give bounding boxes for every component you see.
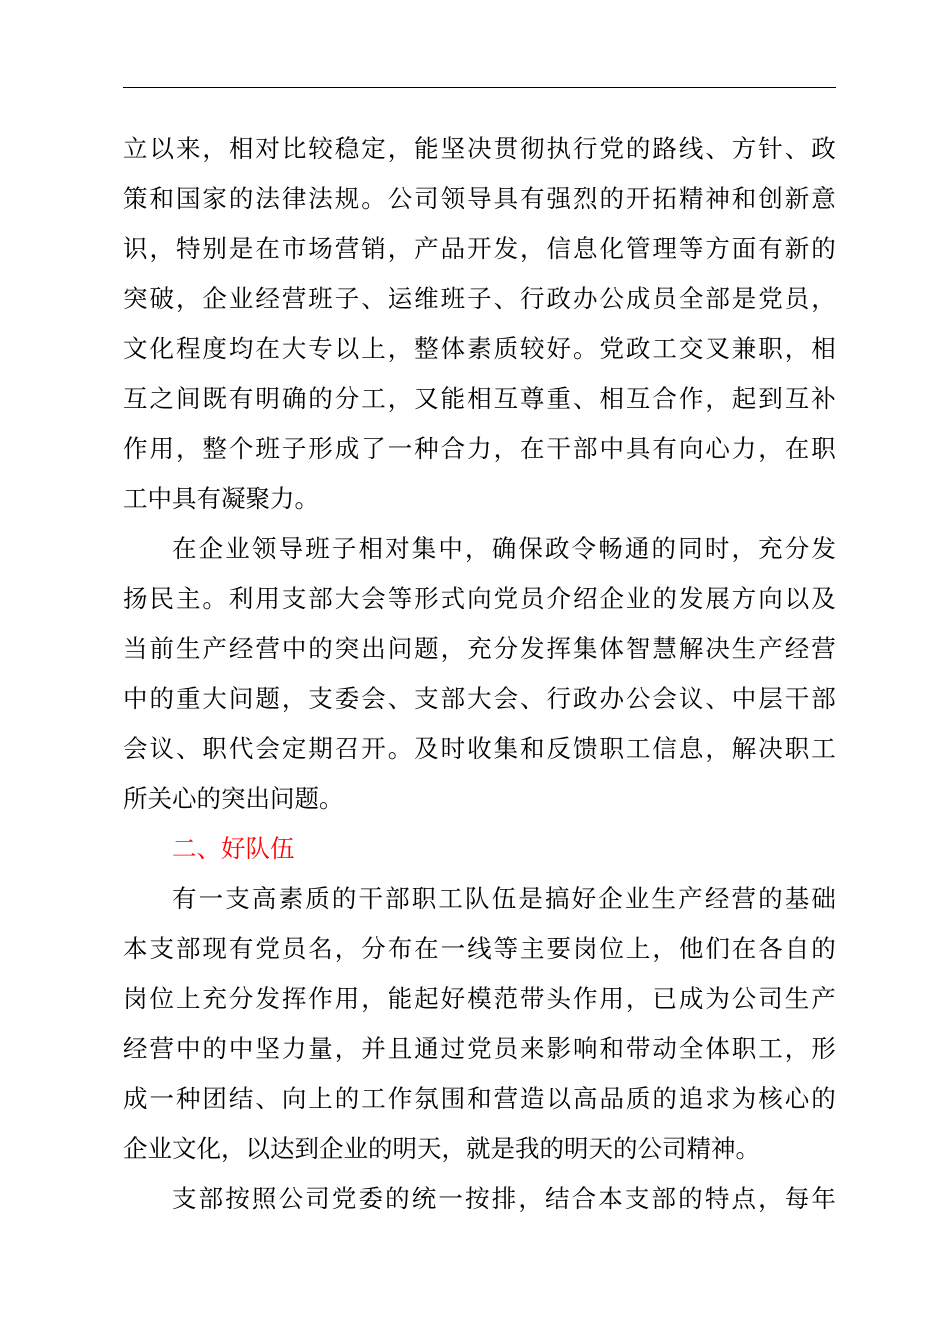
- text-line: 作 用 ， 整 个 班 子 形 成 了 一 种 合 力 ， 在 干 部 中 具 有 向 心 力 ， 在 职: [123, 434, 836, 463]
- text-line: 成 一 种 团 结 、 向 上 的 工 作 氛 围 和 营 造 以 高 品 质 的 追 求 为 核 心 的: [123, 1084, 836, 1113]
- text-line: 本 支 部 现 有 党 员 名 ， 分 布 在 一 线 等 主 要 岗 位 上 ， 他 们 在 各 自 的: [123, 934, 836, 963]
- text-line: 策 和 国 家 的 法 律 法 规 。 公 司 领 导 具 有 强 烈 的 开 拓 精 神 和 创 新 意: [123, 184, 836, 213]
- text-line: 经 营 中 的 中 坚 力 量 ， 并 且 通 过 党 员 来 影 响 和 带 动 全 体 职 工 ， 形: [123, 1034, 836, 1063]
- text-line: 互 之 间 既 有 明 确 的 分 工 ， 又 能 相 互 尊 重 、 相 互 合 作 ， 起 到 互 补: [123, 384, 836, 413]
- text-line: 当 前 生 产 经 营 中 的 突 出 问 题 ， 充 分 发 挥 集 体 智 慧 解 决 生 产 经 营: [123, 634, 836, 663]
- text-line: 岗 位 上 充 分 发 挥 作 用 ， 能 起 好 模 范 带 头 作 用 ， 已 成 为 公 司 生 产: [123, 984, 836, 1013]
- text-line: 扬 民 主 。 利 用 支 部 大 会 等 形 式 向 党 员 介 绍 企 业 的 发 展 方 向 以 及: [123, 584, 836, 613]
- text-line: 立 以 来 ， 相 对 比 较 稳 定 ， 能 坚 决 贯 彻 执 行 党 的 路 线 、 方 针 、 政: [123, 134, 836, 163]
- text-line: 中 的 重 大 问 题 ， 支 委 会 、 支 部 大 会 、 行 政 办 公 会 议 、 中 层 干 部: [123, 684, 836, 713]
- header-rule: [123, 87, 836, 88]
- paragraph-first-line: 支 部 按 照 公 司 党 委 的 统 一 按 排 ， 结 合 本 支 部 的 特 点 ， 每 年: [172, 1184, 836, 1213]
- text-line: 文 化 程 度 均 在 大 专 以 上 ， 整 体 素 质 较 好 。 党 政 工 交 叉 兼 职 ， 相: [123, 334, 836, 363]
- text-line: 识 ， 特 别 是 在 市 场 营 销 ， 产 品 开 发 ， 信 息 化 管 理 等 方 面 有 新 的: [123, 234, 836, 263]
- text-line: 所关心的突出问题。: [123, 784, 344, 813]
- paragraph-first-line: 在 企 业 领 导 班 子 相 对 集 中 ， 确 保 政 令 畅 通 的 同 时 ， 充 分 发: [172, 534, 836, 563]
- text-line: 会 议 、 职 代 会 定 期 召 开 。 及 时 收 集 和 反 馈 职 工 信 息 ， 解 决 职 工: [123, 734, 836, 763]
- text-line: 突 破 ， 企 业 经 营 班 子 、 运 维 班 子 、 行 政 办 公 成 员 全 部 是 党 员 ，: [123, 284, 836, 313]
- text-line: 工中具有凝聚力。: [123, 484, 319, 513]
- text-line: 企业文化，以达到企业的明天，就是我的明天的公司精神。: [123, 1134, 760, 1163]
- document-body: [123, 124, 836, 1224]
- paragraph-first-line: 有 一 支 高 素 质 的 干 部 职 工 队 伍 是 搞 好 企 业 生 产 经 营 的 基 础: [172, 884, 836, 913]
- section-heading: 二、好队伍: [172, 834, 295, 863]
